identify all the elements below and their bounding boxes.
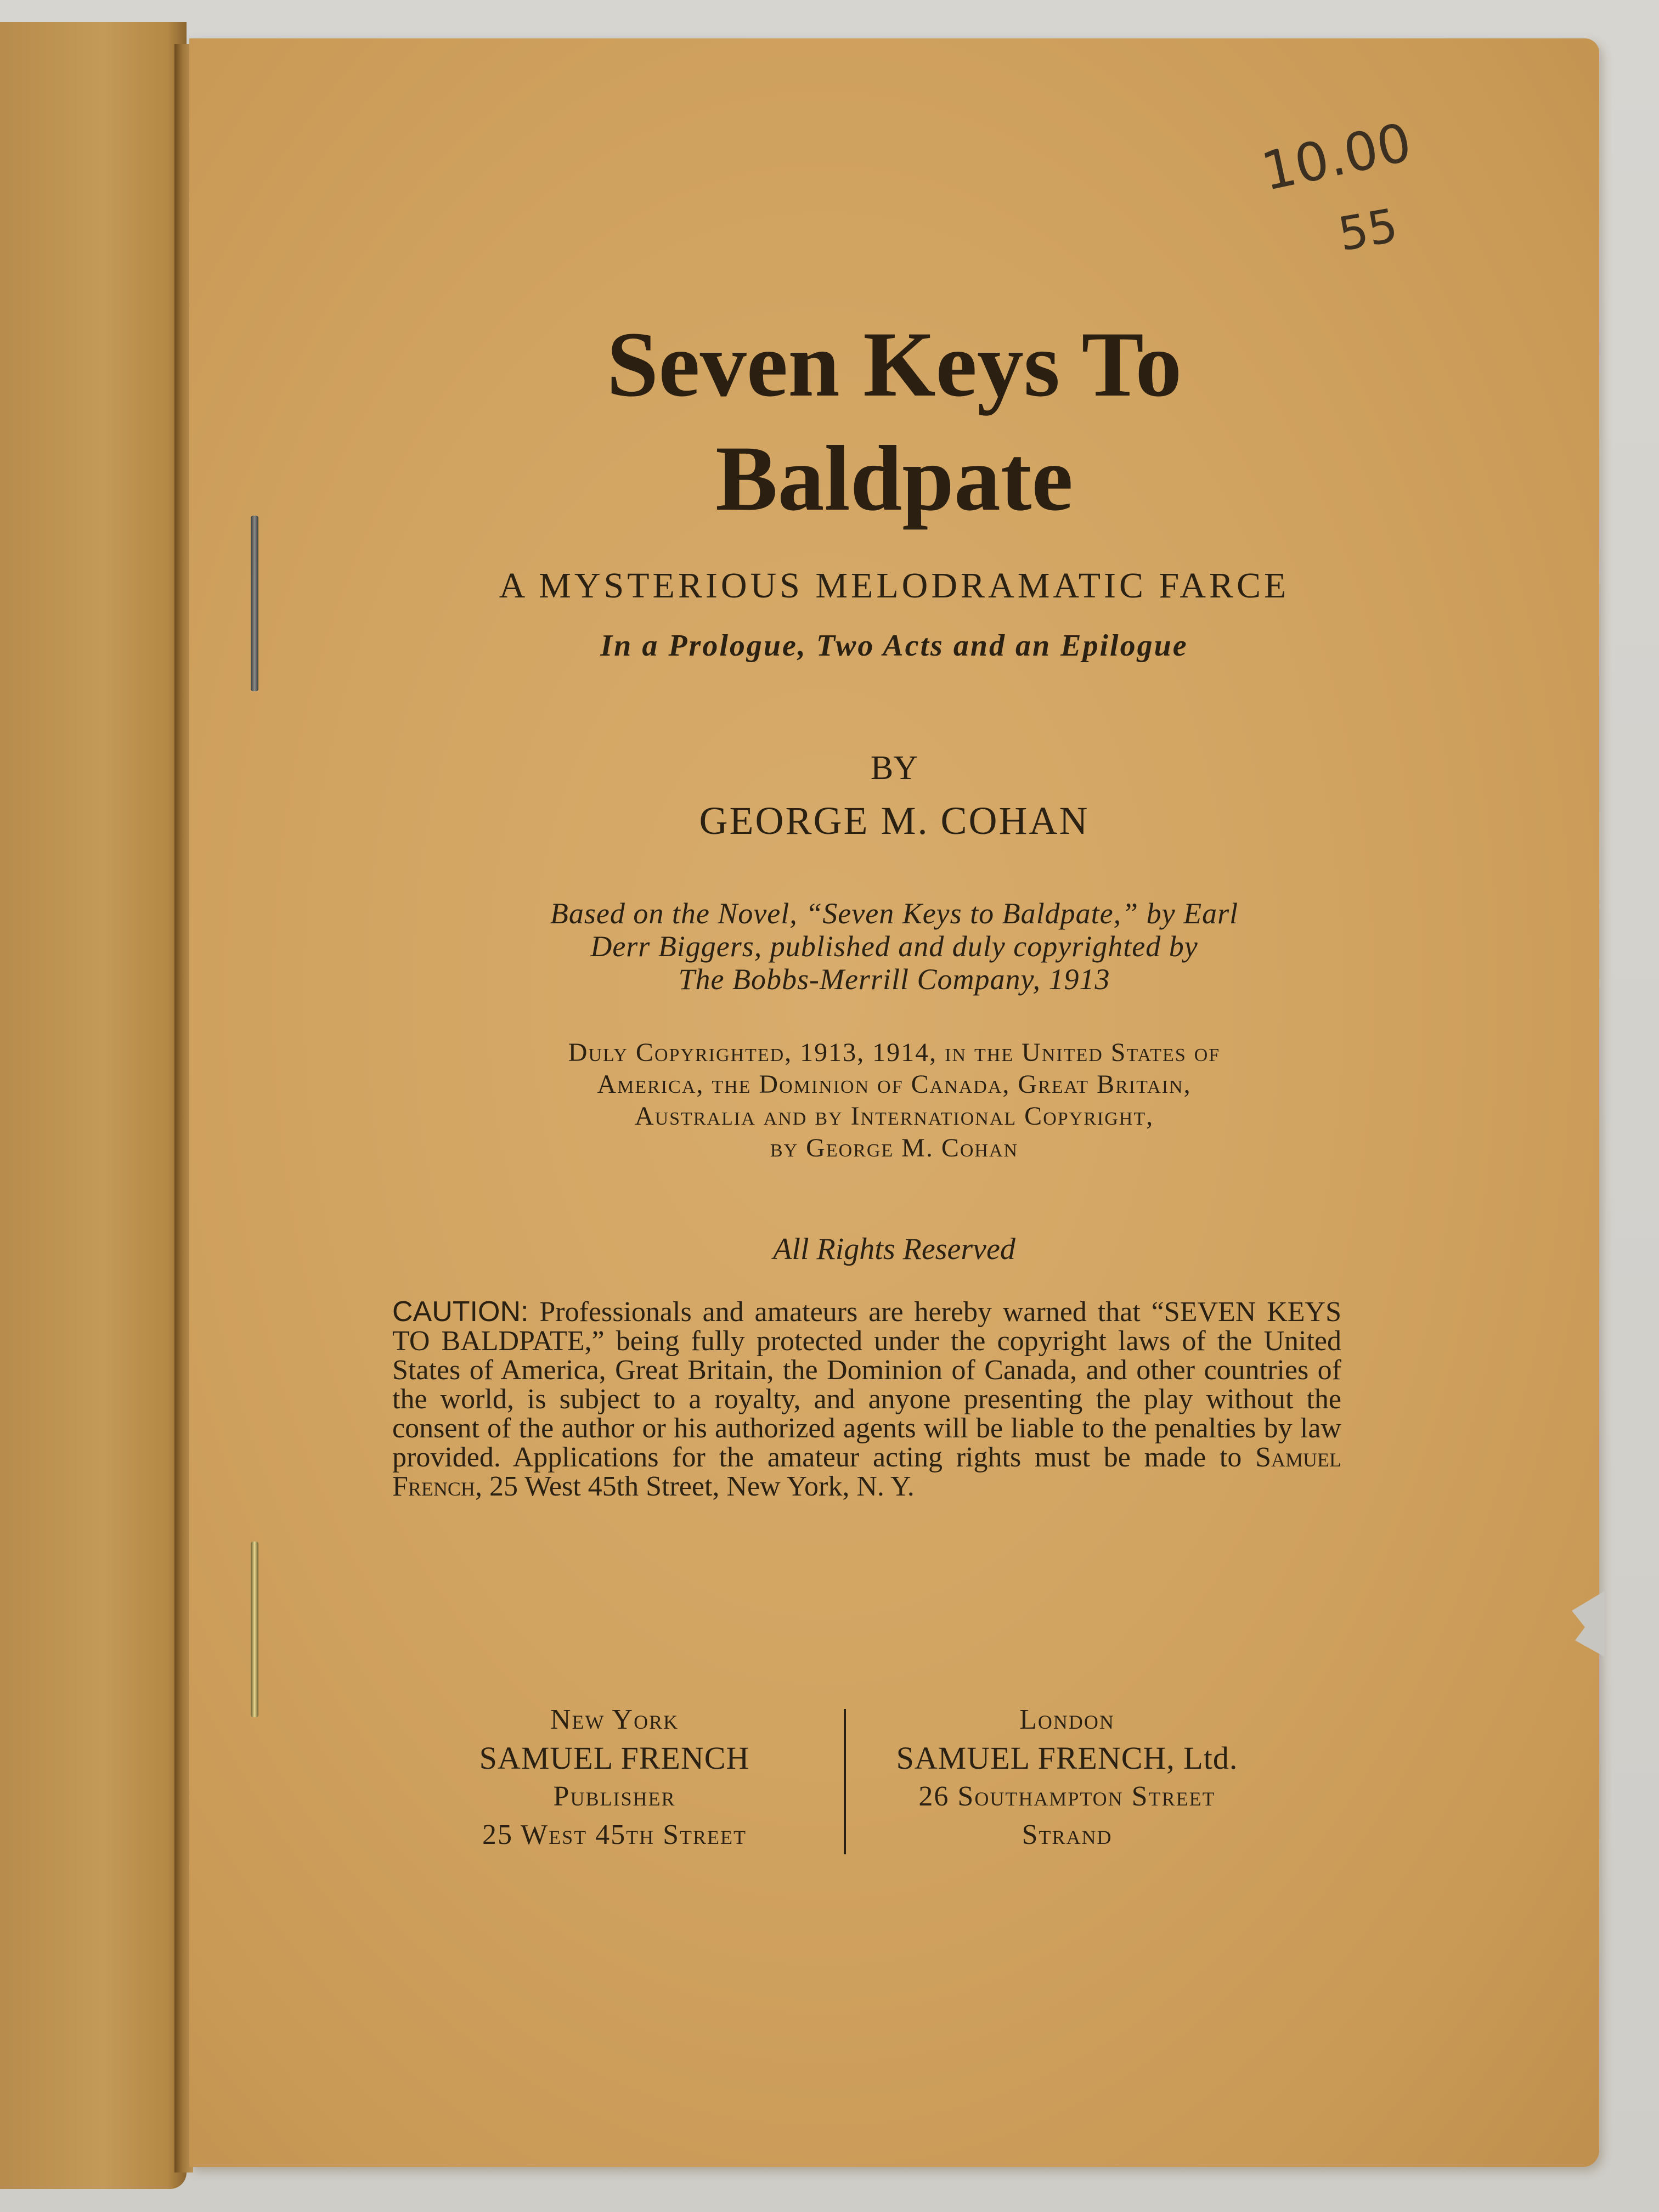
subtitle: A MYSTERIOUS MELODRAMATIC FARCE	[499, 566, 1290, 606]
caution-address: , 25 West 45th Street, New York, N. Y.	[475, 1471, 915, 1502]
title-line-2: Baldpate	[715, 427, 1073, 530]
caution-lead: CAUTION:	[392, 1296, 529, 1328]
imprint-london	[859, 1701, 1276, 1854]
page-tear	[1572, 1591, 1605, 1657]
based-on-line: Based on the Novel, “Seven Keys to Baldpate,” by Earl	[550, 897, 1239, 930]
imprint-city: London	[1019, 1704, 1115, 1735]
copyright-line: Duly Copyrighted, 1913, 1914, in the United States of	[568, 1038, 1221, 1067]
based-on-note	[189, 897, 1599, 996]
by-label: BY	[870, 749, 918, 787]
bottom-staple	[251, 1542, 258, 1717]
based-on-line: Derr Biggers, published and duly copyrighted by	[590, 930, 1198, 963]
imprint-address: 26 Southampton Street	[918, 1781, 1216, 1812]
imprint-publisher-name: SAMUEL FRENCH	[479, 1740, 750, 1776]
book-title	[189, 307, 1599, 535]
imprint-address: 25 West 45th Street	[482, 1819, 747, 1850]
copyright-notice	[189, 1037, 1599, 1164]
imprint-divider	[844, 1709, 846, 1854]
left-cover-page	[0, 22, 187, 2189]
caution-text: Professionals and amateurs are hereby warned that “SEVEN KEYS TO BALDPATE,” being fully protected under the copyright laws of the United States of America, Great Britain, the Dominion of Canada, and other countries of the world, is subject to a royalty, and anyone presenting the play without the consent of the author or his authorized agents will be liable to the penalties by law provided. Applications for the amateur acting rights must be made to	[392, 1296, 1342, 1473]
price-value: 10.00	[1256, 111, 1417, 203]
based-on-line: The Bobbs-Merrill Company, 1913	[678, 963, 1110, 996]
copyright-line: by George M. Cohan	[770, 1133, 1019, 1163]
caution-publisher: Samuel French	[392, 1442, 1342, 1502]
caution-notice	[392, 1297, 1341, 1501]
copyright-line: Australia and by International Copyright,	[634, 1102, 1154, 1131]
subtitle-detail: In a Prologue, Two Acts and an Epilogue	[600, 629, 1188, 663]
title-page	[189, 38, 1599, 2167]
imprint-publisher-name: SAMUEL FRENCH, Ltd.	[896, 1740, 1238, 1776]
price-code: 55	[1334, 198, 1402, 262]
imprint-city: New York	[550, 1704, 679, 1735]
imprint-new-york	[406, 1701, 823, 1854]
copyright-line: America, the Dominion of Canada, Great Britain,	[597, 1070, 1192, 1099]
handwritten-price	[1256, 111, 1443, 263]
imprint-role: Publisher	[553, 1781, 676, 1812]
author-name: GEORGE M. COHAN	[699, 799, 1090, 843]
title-line-1: Seven Keys To	[606, 313, 1182, 416]
imprint-district: Strand	[1022, 1819, 1113, 1850]
rights-reserved: All Rights Reserved	[773, 1232, 1015, 1266]
